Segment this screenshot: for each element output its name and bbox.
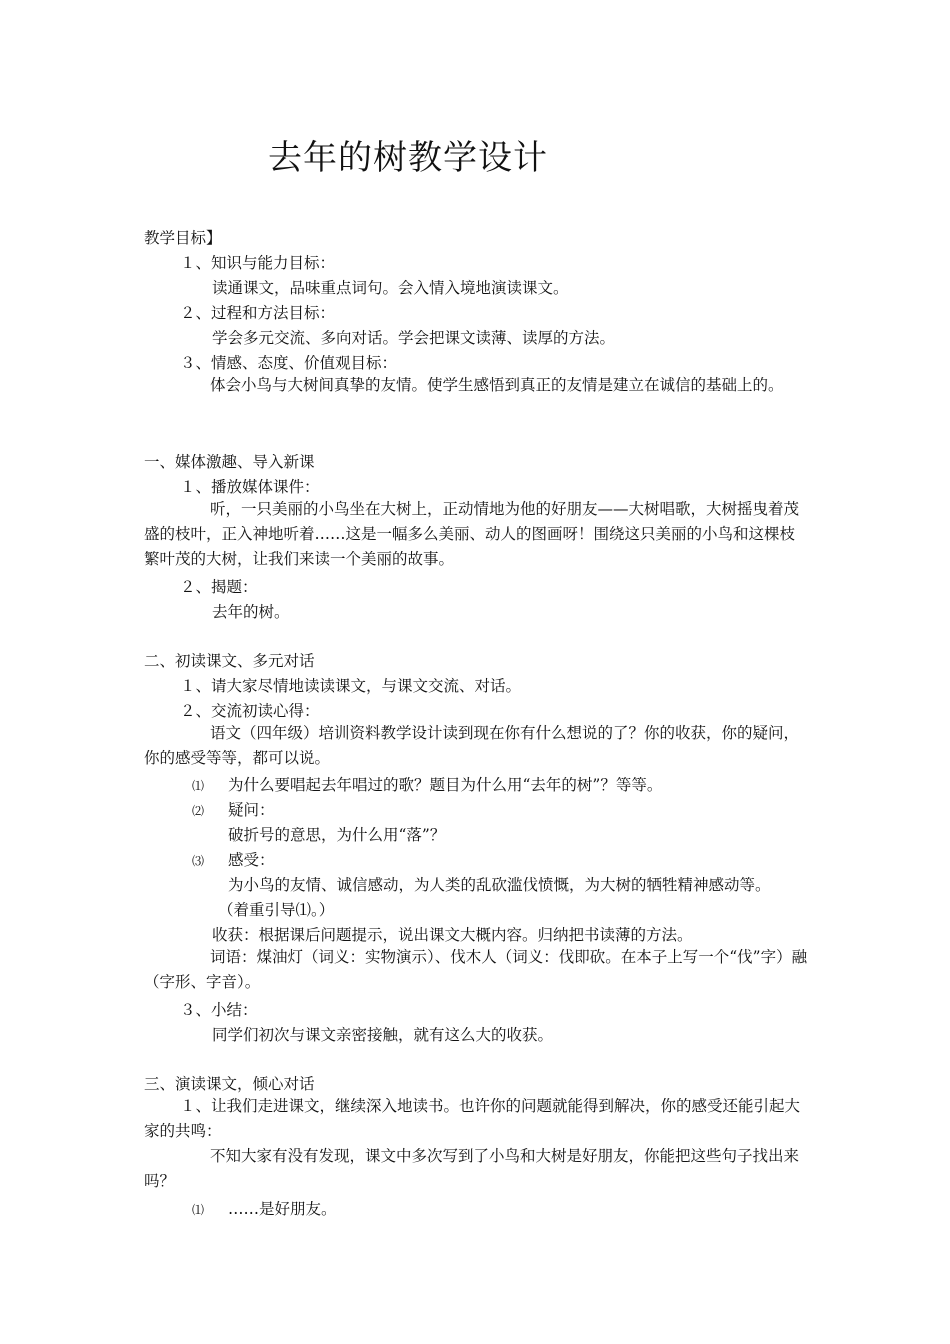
section-2-item-3-label: ３、小结： [180, 1001, 258, 1019]
question-3-text: 感受： [228, 851, 275, 869]
harvest-text: 收获：根据课后问题提示，说出课文大概内容。归纳把书读薄的方法。 [212, 926, 693, 944]
question-2-detail: 破折号的意思，为什么用“落”？ [228, 826, 446, 844]
section-1-item-2-text: 去年的树。 [212, 603, 290, 621]
document-title: 去年的树教学设计 [268, 138, 548, 178]
section-1-item-1-text: 听，一只美丽的小鸟坐在大树上，正动情地为他的好朋友——大树唱歌，大树摇曳着茂盛的枝叶，正入神地听着……这是一幅多么美丽、动人的图画呀！围绕这只美丽的小鸟和这棵枝繁叶茂的大树，让我们来读一个美丽的故事。 [144, 500, 800, 568]
question-1-text: 为什么要唱起去年唱过的歌？题目为什么用“去年的树”？等等。 [228, 776, 663, 794]
question-3-marker: ⑶ [192, 854, 205, 868]
section-2-item-2-label: ２、交流初读心得： [180, 702, 320, 720]
section-2-item-1: １、请大家尽情地读读课文，与课文交流、对话。 [180, 677, 522, 695]
question-1-marker: ⑴ [192, 779, 205, 793]
section-1-item-1-label: １、播放媒体课件： [180, 478, 320, 496]
section-2-item-3-text: 同学们初次与课文亲密接触，就有这么大的收获。 [212, 1026, 554, 1044]
section-2-heading: 二、初读课文、多元对话 [144, 652, 315, 670]
vocabulary-text: 词语：煤油灯（词义：实物演示）、伐木人（词义：伐即砍。在本子上写一个“伐”字）融（字形、字音）。 [144, 948, 808, 991]
section-3-item-1: １、让我们走进课文，继续深入地读书。也许你的问题就能得到解决，你的感受还能引起大家的共鸣： [144, 1097, 801, 1140]
question-3-note: （着重引导⑴。） [218, 901, 335, 919]
question-2-marker: ⑵ [192, 804, 205, 818]
section-3-paragraph: 不知大家有没有发现，课文中多次写到了小鸟和大树是好朋友，你能把这些句子找出来吗？ [144, 1147, 800, 1190]
question-2-text: 疑问： [228, 801, 275, 819]
goal-1-text: 读通课文，品味重点词句。会入情入境地演读课文。 [212, 279, 569, 297]
section-2-item-2-text: 语文（四年级）培训资料教学设计读到现在你有什么想说的了？你的收获，你的疑问，你的感受等等，都可以说。 [144, 724, 800, 767]
goal-2-label: ２、过程和方法目标： [180, 304, 336, 322]
section-3-question-1-marker: ⑴ [192, 1203, 205, 1217]
goal-2-text: 学会多元交流、多向对话。学会把课文读薄、读厚的方法。 [212, 329, 616, 347]
section-1-item-2-label: ２、揭题： [180, 578, 258, 596]
question-3-detail: 为小鸟的友情、诚信感动，为人类的乱砍滥伐愤慨，为大树的牺牲精神感动等。 [228, 876, 771, 894]
section-3-heading: 三、演读课文，倾心对话 [144, 1075, 315, 1093]
section-1-heading: 一、媒体激趣、导入新课 [144, 453, 315, 471]
goals-heading: 教学目标】 [144, 229, 222, 247]
goal-3-text: 体会小鸟与大树间真挚的友情。使学生感悟到真正的友情是建立在诚信的基础上的。 [210, 376, 784, 394]
goal-3-label: ３、情感、态度、价值观目标： [180, 354, 398, 372]
goal-1-label: １、知识与能力目标： [180, 254, 336, 272]
section-3-question-1-text: ……是好朋友。 [228, 1200, 337, 1218]
